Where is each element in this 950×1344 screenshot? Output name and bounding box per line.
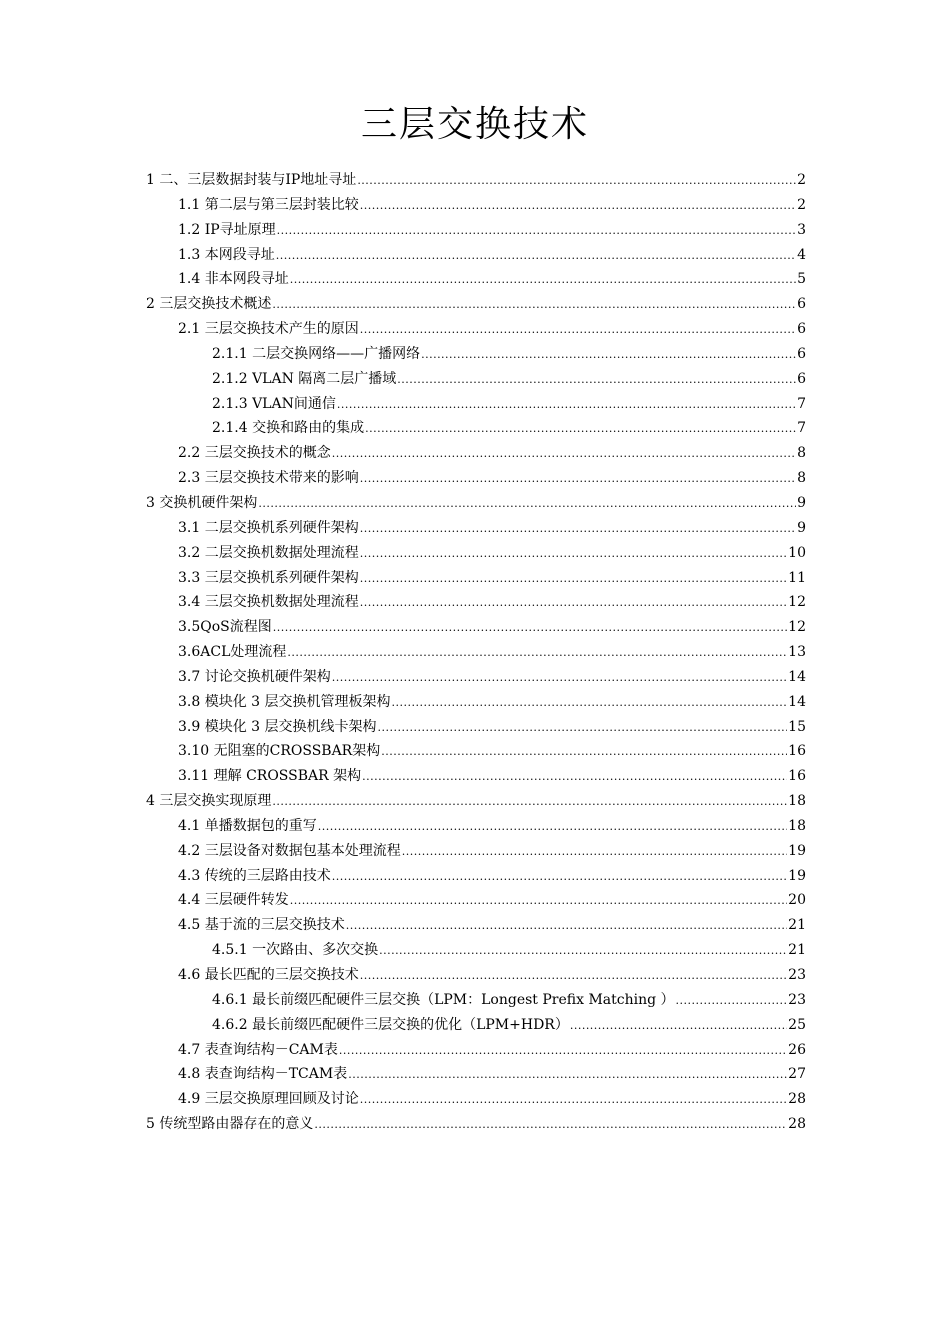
toc-page-number: 5 xyxy=(797,271,806,288)
toc-page-number: 12 xyxy=(788,619,806,636)
toc-entry-title: 3.8 模块化 3 层交换机管理板架构 xyxy=(178,693,391,710)
toc-entry[interactable] xyxy=(146,1062,806,1087)
toc-dot-leader xyxy=(570,1014,787,1038)
toc-page-number: 15 xyxy=(788,718,806,735)
toc-entry[interactable] xyxy=(146,739,806,764)
toc-entry[interactable] xyxy=(146,789,806,814)
toc-page-number: 14 xyxy=(788,668,806,685)
toc-entry-title: 2.1.1 二层交换网络——广播网络 xyxy=(212,345,421,362)
toc-dot-leader xyxy=(360,194,796,218)
toc-page-number: 8 xyxy=(797,470,806,487)
toc-page-number: 7 xyxy=(797,420,806,437)
toc-entry-title: 4.4 三层硬件转发 xyxy=(178,892,289,909)
toc-dot-leader xyxy=(314,1113,787,1137)
toc-entry[interactable] xyxy=(146,615,806,640)
toc-dot-leader xyxy=(379,939,787,963)
toc-entry-title: 4.6.2 最长前缀匹配硬件三层交换的优化（LPM+HDR） xyxy=(212,1016,569,1033)
toc-entry[interactable] xyxy=(146,913,806,938)
toc-entry[interactable] xyxy=(146,1013,806,1038)
toc-dot-leader xyxy=(272,790,787,814)
toc-page-number: 16 xyxy=(788,768,806,785)
toc-page-number: 6 xyxy=(797,370,806,387)
toc-entry-title: 3.1 二层交换机系列硬件架构 xyxy=(178,519,359,536)
toc-entry[interactable] xyxy=(146,764,806,789)
toc-entry[interactable] xyxy=(146,367,806,392)
toc-entry[interactable] xyxy=(146,292,806,317)
toc-page-number: 2 xyxy=(797,172,806,188)
toc-entry[interactable] xyxy=(146,441,806,466)
toc-dot-leader xyxy=(277,219,796,243)
toc-entry[interactable] xyxy=(146,1112,806,1137)
toc-entry[interactable] xyxy=(146,640,806,665)
toc-entry-title: 5 传统型路由器存在的意义 xyxy=(146,1116,314,1133)
toc-page-number: 26 xyxy=(788,1041,806,1058)
toc-page-number: 14 xyxy=(788,693,806,710)
toc-page-number: 10 xyxy=(788,544,806,561)
toc-dot-leader xyxy=(258,492,796,516)
toc-entry-title: 3.5QoS流程图 xyxy=(178,619,272,636)
toc-dot-leader xyxy=(360,318,796,342)
toc-page-number: 3 xyxy=(797,221,806,238)
toc-page-number: 21 xyxy=(788,942,806,959)
toc-dot-leader xyxy=(360,517,796,541)
toc-dot-leader xyxy=(337,393,796,417)
toc-dot-leader xyxy=(360,567,787,591)
toc-page-number: 9 xyxy=(797,519,806,536)
toc-page-number: 6 xyxy=(797,345,806,362)
toc-entry-title: 3 交换机硬件架构 xyxy=(146,494,258,511)
toc-page-number: 11 xyxy=(788,569,806,586)
toc-entry-title: 4.2 三层设备对数据包基本处理流程 xyxy=(178,842,401,859)
toc-dot-leader xyxy=(360,467,796,491)
toc-dot-leader xyxy=(360,591,787,615)
toc-entry[interactable] xyxy=(146,1087,806,1112)
toc-dot-leader xyxy=(421,343,796,367)
toc-page-number: 2 xyxy=(797,196,806,213)
toc-page-number: 23 xyxy=(788,991,806,1008)
toc-entry[interactable] xyxy=(146,1038,806,1063)
toc-entry[interactable] xyxy=(146,888,806,913)
toc-entry[interactable] xyxy=(146,416,806,441)
toc-dot-leader xyxy=(273,616,787,640)
toc-entry-title: 1.3 本网段寻址 xyxy=(178,246,275,263)
toc-entry-title: 2.2 三层交换技术的概念 xyxy=(178,445,331,462)
toc-page-number: 12 xyxy=(788,594,806,611)
toc-page-number: 6 xyxy=(797,296,806,313)
toc-entry[interactable] xyxy=(146,218,806,243)
toc-dot-leader xyxy=(360,964,787,988)
toc-entry-title: 1.2 IP寻址原理 xyxy=(178,221,276,238)
toc-entry[interactable] xyxy=(146,839,806,864)
toc-entry-title: 3.4 三层交换机数据处理流程 xyxy=(178,594,359,611)
toc-entry-title: 2.1.2 VLAN 隔离二层广播域 xyxy=(212,370,397,387)
toc-dot-leader xyxy=(381,740,787,764)
toc-page-number: 25 xyxy=(788,1016,806,1033)
toc-page-number: 16 xyxy=(788,743,806,760)
toc-dot-leader xyxy=(348,1063,787,1087)
toc-entry[interactable] xyxy=(146,988,806,1013)
toc-entry[interactable] xyxy=(146,193,806,218)
toc-dot-leader xyxy=(318,815,787,839)
toc-dot-leader xyxy=(272,293,796,317)
toc-entry[interactable] xyxy=(146,267,806,292)
toc-entry-title: 1.1 第二层与第三层封装比较 xyxy=(178,196,359,213)
toc-dot-leader xyxy=(676,989,788,1013)
toc-entry-title: 3.10 无阻塞的CROSSBAR架构 xyxy=(178,743,381,760)
toc-page-number: 20 xyxy=(788,892,806,909)
toc-page-number: 4 xyxy=(797,246,806,263)
toc-dot-leader xyxy=(362,765,787,789)
toc-page-number: 27 xyxy=(788,1066,806,1083)
toc-entry-title: 2.1 三层交换技术产生的原因 xyxy=(178,321,359,338)
toc-dot-leader xyxy=(290,889,787,913)
toc-entry-title: 3.3 三层交换机系列硬件架构 xyxy=(178,569,359,586)
toc-dot-leader xyxy=(360,1088,787,1112)
toc-dot-leader xyxy=(346,914,787,938)
toc-entry-title: 1 二、三层数据封装与IP地址寻址 xyxy=(146,172,357,188)
toc-entry[interactable] xyxy=(146,491,806,516)
toc-entry-title: 4.9 三层交换原理回顾及讨论 xyxy=(178,1091,359,1108)
toc-entry[interactable] xyxy=(146,541,806,566)
document-title: 三层交换技术 xyxy=(360,104,589,145)
toc-dot-leader xyxy=(378,716,788,740)
toc-page-number: 6 xyxy=(797,321,806,338)
toc-dot-leader xyxy=(397,368,796,392)
toc-entry[interactable] xyxy=(146,715,806,740)
toc-page-number: 28 xyxy=(788,1091,806,1108)
toc-dot-leader xyxy=(332,442,796,466)
toc-entry[interactable] xyxy=(146,566,806,591)
toc-entry-title: 2.1.4 交换和路由的集成 xyxy=(212,420,365,437)
toc-page-number: 13 xyxy=(788,644,806,661)
toc-dot-leader xyxy=(392,691,788,715)
toc-entry[interactable] xyxy=(146,963,806,988)
toc-entry-title: 4.6.1 最长前缀匹配硬件三层交换（LPM：Longest Prefix Matching ） xyxy=(212,991,675,1008)
toc-entry[interactable] xyxy=(146,864,806,889)
table-of-contents xyxy=(146,168,806,1137)
toc-entry-title: 4.3 传统的三层路由技术 xyxy=(178,867,331,884)
toc-entry[interactable] xyxy=(146,466,806,491)
toc-page-number: 21 xyxy=(788,917,806,934)
toc-page-number: 7 xyxy=(797,395,806,412)
toc-entry[interactable] xyxy=(146,590,806,615)
toc-dot-leader xyxy=(402,840,787,864)
toc-entry-title: 1.4 非本网段寻址 xyxy=(178,271,289,288)
toc-page-number: 23 xyxy=(788,967,806,983)
toc-entry-title: 3.7 讨论交换机硬件架构 xyxy=(178,668,331,685)
toc-entry[interactable] xyxy=(146,516,806,541)
toc-page-number: 18 xyxy=(788,817,806,834)
toc-entry[interactable] xyxy=(146,392,806,417)
toc-dot-leader xyxy=(332,865,787,889)
toc-page-number: 19 xyxy=(788,842,806,859)
toc-dot-leader xyxy=(276,244,796,268)
toc-entry-title: 4 三层交换实现原理 xyxy=(146,793,272,810)
toc-entry[interactable] xyxy=(146,665,806,690)
toc-entry-title: 3.6ACL处理流程 xyxy=(178,644,287,661)
toc-dot-leader xyxy=(357,169,796,193)
toc-entry-title: 4.5 基于流的三层交换技术 xyxy=(178,917,345,934)
toc-dot-leader xyxy=(339,1039,787,1063)
toc-entry-title: 2.1.3 VLAN间通信 xyxy=(212,395,336,412)
toc-dot-leader xyxy=(365,417,796,441)
toc-page-number: 9 xyxy=(797,494,806,511)
toc-entry-title: 4.7 表查询结构－CAM表 xyxy=(178,1041,338,1058)
toc-entry-title: 2.3 三层交换技术带来的影响 xyxy=(178,470,359,487)
toc-entry-title: 3.11 理解 CROSSBAR 架构 xyxy=(178,768,362,785)
toc-entry[interactable] xyxy=(146,317,806,342)
toc-dot-leader xyxy=(360,542,787,566)
toc-entry[interactable] xyxy=(146,938,806,963)
toc-entry-title: 2 三层交换技术概述 xyxy=(146,296,272,313)
toc-entry-title: 4.1 单播数据包的重写 xyxy=(178,817,317,834)
toc-entry-title: 4.8 表查询结构－TCAM表 xyxy=(178,1066,348,1083)
toc-entry[interactable] xyxy=(146,342,806,367)
toc-page-number: 18 xyxy=(788,793,806,810)
toc-entry[interactable] xyxy=(146,814,806,839)
toc-dot-leader xyxy=(287,641,787,665)
toc-page-number: 19 xyxy=(788,867,806,884)
toc-dot-leader xyxy=(332,666,787,690)
toc-entry-title: 4.6 最长匹配的三层交换技术 xyxy=(178,967,359,983)
toc-entry-title: 3.2 二层交换机数据处理流程 xyxy=(178,544,359,561)
toc-entry-title: 4.5.1 一次路由、多次交换 xyxy=(212,942,379,959)
toc-entry[interactable] xyxy=(146,690,806,715)
toc-page-number: 8 xyxy=(797,445,806,462)
toc-page-number: 28 xyxy=(788,1116,806,1133)
toc-entry[interactable] xyxy=(146,168,806,193)
toc-entry-title: 3.9 模块化 3 层交换机线卡架构 xyxy=(178,718,377,735)
toc-entry[interactable] xyxy=(146,243,806,268)
toc-dot-leader xyxy=(290,268,796,292)
